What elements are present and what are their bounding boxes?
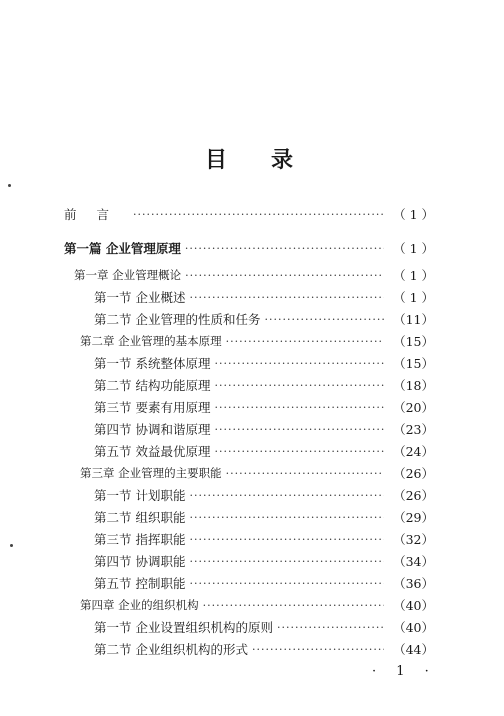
leader-dots xyxy=(214,357,384,370)
toc-entry-label: 第一节 计划职能 xyxy=(94,488,186,503)
toc-entry-chapter-2 xyxy=(80,330,434,352)
toc-entry-label: 第一章 企业管理概论 xyxy=(74,268,182,282)
leader-dots xyxy=(277,621,384,634)
leader-dots xyxy=(203,599,384,612)
leader-dots xyxy=(226,335,384,348)
toc-entry-section xyxy=(70,616,434,638)
toc-entry-page: （23） xyxy=(393,422,434,437)
toc-entry-label: 第一篇 企业管理原理 xyxy=(64,241,181,256)
leader-dots xyxy=(214,423,384,436)
leader-dots xyxy=(133,208,384,221)
toc-entry-label: 第四章 企业的组织机构 xyxy=(80,598,199,612)
toc-entry-section xyxy=(70,506,434,528)
toc-entry-section xyxy=(70,550,434,572)
leader-dots xyxy=(252,643,384,656)
leader-dots xyxy=(189,489,384,502)
leader-dots xyxy=(189,511,384,524)
toc-entry-label: 第三节 指挥职能 xyxy=(94,532,186,547)
toc-entry-chapter-4 xyxy=(80,594,434,616)
toc-entry-label: 第三章 企业管理的主要职能 xyxy=(80,466,222,480)
toc-entry-part-1 xyxy=(64,237,434,259)
toc-entry-page: （ 1 ） xyxy=(393,290,434,305)
toc-entry-section xyxy=(70,572,434,594)
toc-entry-label: 第四节 协调职能 xyxy=(94,554,186,569)
toc-entry-page: （24） xyxy=(393,444,434,459)
toc-entry-page: （ 1 ） xyxy=(393,207,434,222)
page-number: · 1 · xyxy=(372,664,437,679)
toc-entry-page: （26） xyxy=(393,466,434,481)
toc-entry-label: 第三节 要素有用原理 xyxy=(94,400,211,415)
toc-entry-section xyxy=(70,484,434,506)
toc-entry-label: 第二节 企业管理的性质和任务 xyxy=(94,312,261,327)
toc-entry-page: （29） xyxy=(393,510,434,525)
leader-dots xyxy=(214,445,384,458)
leader-dots xyxy=(214,379,384,392)
toc-entry-page: （32） xyxy=(393,532,434,547)
toc-entry-label: 第二节 组织职能 xyxy=(94,510,186,525)
toc-entry-label: 第一节 企业概述 xyxy=(94,290,186,305)
toc-entry-section xyxy=(70,374,434,396)
leader-dots xyxy=(226,467,384,480)
toc-entry-page: （15） xyxy=(393,334,434,349)
toc-entry-section xyxy=(70,638,434,660)
leader-dots xyxy=(185,242,384,255)
toc-entry-preface xyxy=(64,203,434,225)
toc-entry-chapter-3 xyxy=(80,462,434,484)
toc-entry-section xyxy=(70,418,434,440)
leader-dots xyxy=(264,313,384,326)
toc-entry-section xyxy=(70,396,434,418)
toc-entry-label: 前言 xyxy=(64,207,130,222)
toc-entry-page: （15） xyxy=(393,356,434,371)
leader-dots xyxy=(189,291,384,304)
toc-entry-page: （ 1 ） xyxy=(393,268,434,283)
toc-entry-page: （18） xyxy=(393,378,434,393)
toc-entry-section xyxy=(70,440,434,462)
toc-entry-label: 第二节 结构功能原理 xyxy=(94,378,211,393)
toc-entry-page: （20） xyxy=(393,400,434,415)
toc-entry-page: （44） xyxy=(393,642,434,657)
toc-entry-label: 第五节 效益最优原理 xyxy=(94,444,211,459)
toc-entry-page: （34） xyxy=(393,554,434,569)
toc-entry-label: 第一节 系统整体原理 xyxy=(94,356,211,371)
scan-speck xyxy=(10,544,13,547)
toc-entry-chapter-1 xyxy=(74,264,434,286)
leader-dots xyxy=(189,555,384,568)
toc-entry-section xyxy=(70,308,434,330)
scan-speck xyxy=(8,184,11,187)
toc-entry-section xyxy=(70,528,434,550)
leader-dots xyxy=(189,577,384,590)
toc-entry-page: （11） xyxy=(393,312,434,327)
leader-dots xyxy=(214,401,384,414)
leader-dots xyxy=(185,269,384,282)
toc-entry-page: （40） xyxy=(393,598,434,613)
toc-entry-section xyxy=(70,352,434,374)
toc-entry-label: 第五节 控制职能 xyxy=(94,576,186,591)
toc-entry-label: 第四节 协调和谐原理 xyxy=(94,422,211,437)
toc-entry-label: 第二节 企业组织机构的形式 xyxy=(94,642,248,657)
toc-entry-section xyxy=(70,286,434,308)
page-title: 目录 xyxy=(204,147,337,173)
toc-entry-page: （26） xyxy=(393,488,434,503)
toc-entry-page: （40） xyxy=(393,620,434,635)
leader-dots xyxy=(189,533,384,546)
toc-entry-label: 第二章 企业管理的基本原理 xyxy=(80,334,222,348)
toc-entry-label: 第一节 企业设置组织机构的原则 xyxy=(94,620,273,635)
toc-entry-page: （36） xyxy=(393,576,434,591)
toc-entry-page: （ 1 ） xyxy=(393,241,434,256)
